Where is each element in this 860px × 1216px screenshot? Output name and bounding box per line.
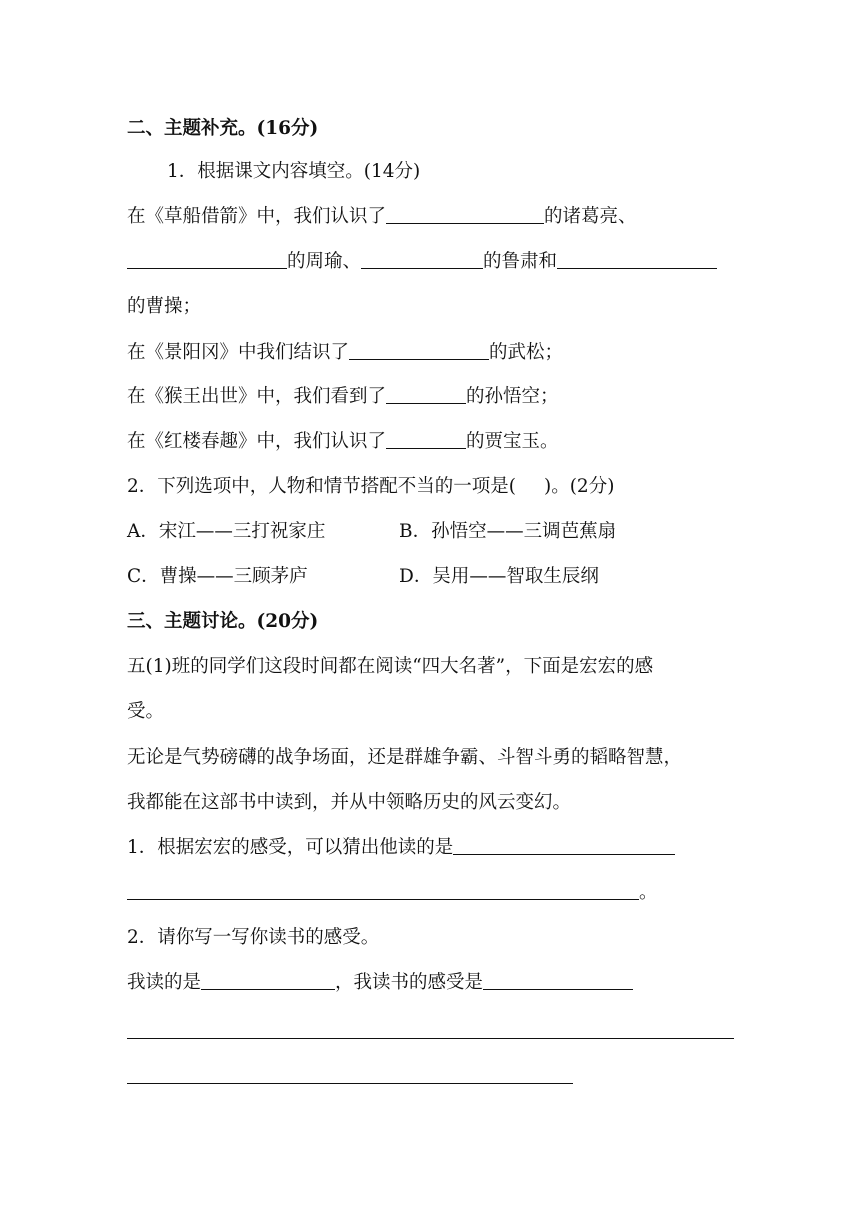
text: 的武松；: [489, 342, 564, 363]
fill-blank[interactable]: [483, 969, 633, 990]
text: 1．根据宏宏的感受，可以猜出他读的是: [127, 837, 454, 858]
s3-intro-line2: 受。: [127, 701, 165, 722]
text: 在《景阳冈》中我们结识了: [127, 342, 350, 363]
text: 。: [639, 882, 658, 903]
option-b: B．孙悟空——三调芭蕉扇: [399, 521, 617, 542]
fill-blank[interactable]: [127, 879, 639, 900]
s3-intro-line1: 五(1)班的同学们这段时间都在阅读“四大名著”，下面是宏宏的感: [127, 656, 654, 677]
text: 的周瑜、: [287, 251, 362, 272]
text: 在《红楼春趣》中，我们认识了: [127, 431, 387, 452]
fill-blank[interactable]: [453, 834, 675, 855]
s3-q2-line: [127, 968, 734, 998]
text: 的诸葛亮、: [544, 206, 637, 227]
answer-rule-2[interactable]: [127, 1083, 573, 1084]
s2-q2-prompt: [127, 472, 734, 502]
section2-heading: 二、主题补充。(16分): [127, 118, 319, 139]
s3-q2-prompt: 2．请你写一写你读书的感受。: [127, 927, 380, 948]
fill-blank[interactable]: [201, 969, 335, 990]
s3-quote-line1: 无论是气势磅礴的战争场面，还是群雄争霸、斗智斗勇的韬略智慧，: [127, 747, 683, 768]
s2-q1-line1: [127, 202, 734, 232]
section3-heading: 三、主题讨论。(20分): [127, 611, 319, 632]
text: 我读的是: [127, 972, 202, 993]
s2-q2-options-row1: [127, 517, 734, 547]
fill-blank[interactable]: [386, 383, 466, 404]
fill-blank[interactable]: [127, 248, 287, 269]
fill-blank[interactable]: [349, 339, 489, 360]
s2-q1-line6: [127, 427, 734, 457]
option-d: D．吴用——智取生辰纲: [399, 566, 599, 587]
fill-blank[interactable]: [386, 203, 544, 224]
text: )。(2分): [544, 476, 615, 497]
fill-blank[interactable]: [361, 248, 483, 269]
fill-blank[interactable]: [557, 248, 717, 269]
text: 2．下列选项中，人物和情节搭配不当的一项是(: [127, 476, 516, 497]
text: 的贾宝玉。: [466, 431, 559, 452]
s3-q1-answer-line: [127, 878, 734, 908]
s3-q1: [127, 833, 734, 863]
s3-quote-line2: 我都能在这部书中读到，并从中领略历史的风云变幻。: [127, 792, 572, 813]
option-a: A．宋江——三打祝家庄: [127, 521, 326, 542]
option-c: C．曹操——三顾茅庐: [127, 566, 308, 587]
s2-q1-line3: 的曹操；: [127, 296, 202, 317]
text: 的鲁肃和: [483, 251, 558, 272]
answer-rule-1[interactable]: [127, 1038, 734, 1039]
s2-q1-line5: [127, 382, 734, 412]
text: 在《草船借箭》中，我们认识了: [127, 206, 387, 227]
text: 的孙悟空；: [466, 386, 559, 407]
s2-q1-line4: [127, 338, 734, 368]
fill-blank[interactable]: [386, 428, 466, 449]
text: 在《猴王出世》中，我们看到了: [127, 386, 387, 407]
text: ，我读书的感受是: [335, 972, 484, 993]
s2-q2-options-row2: [127, 562, 734, 592]
s2-q1-line2: [127, 247, 734, 277]
s2-q1-prompt: 1．根据课文内容填空。(14分): [167, 161, 421, 182]
